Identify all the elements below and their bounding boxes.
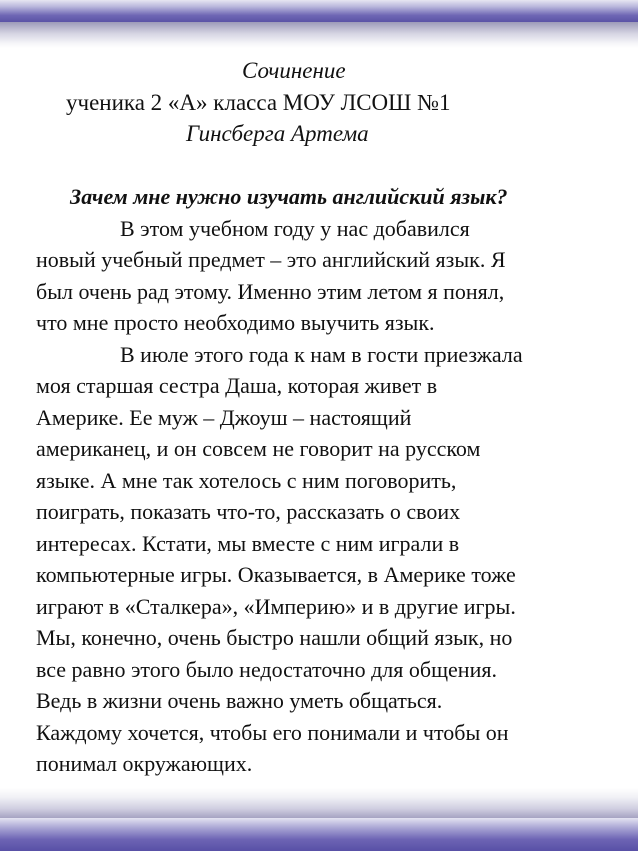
- essay-line: В июле этого года к нам в гости приезжала: [120, 342, 523, 367]
- essay-line: новый учебный предмет – это английский язык. Я: [36, 247, 506, 272]
- header-line-student: ученика 2 «А» класса МОУ ЛСОШ №1: [66, 90, 451, 115]
- essay-line: играют в «Сталкера», «Империю» и в другие игры.: [36, 594, 516, 619]
- top-band-shadow: [0, 22, 638, 48]
- essay-line: Ведь в жизни очень важно уметь общаться.: [36, 688, 443, 713]
- essay-line: В этом учебном году у нас добавился: [120, 216, 470, 241]
- essay-line: моя старшая сестра Даша, которая живет в: [36, 373, 438, 398]
- essay-line: компьютерные игры. Оказывается, в Америке тоже: [36, 562, 516, 587]
- essay-line: американец, и он совсем не говорит на русском: [36, 436, 481, 461]
- essay-line: все равно этого было недостаточно для общения.: [36, 657, 497, 682]
- essay-line: Каждому хочется, чтобы его понимали и чтобы он: [36, 720, 509, 745]
- header-line-essay: Сочинение: [242, 58, 346, 83]
- essay-line: Мы, конечно, очень быстро нашли общий язык, но: [36, 625, 513, 650]
- bottom-decorative-band: [0, 818, 638, 851]
- essay-line: понимал окружающих.: [36, 751, 253, 776]
- essay-line: что мне просто необходимо выучить язык.: [36, 310, 435, 335]
- bottom-band-shadow: [0, 788, 638, 818]
- essay-line: поиграть, показать что-то, рассказать о своих: [36, 499, 461, 524]
- essay-line: был очень рад этому. Именно этим летом я понял,: [36, 279, 505, 304]
- essay-line: интересах. Кстати, мы вместе с ним играли в: [36, 531, 460, 556]
- essay-line: Америке. Ее муж – Джоуш – настоящий: [36, 405, 412, 430]
- header-line-author: Гинсберга Артема: [186, 121, 369, 146]
- essay-line: языке. А мне так хотелось с ним поговорить,: [36, 468, 457, 493]
- top-decorative-band: [0, 0, 638, 22]
- essay-title: Зачем мне нужно изучать английский язык?: [70, 184, 508, 209]
